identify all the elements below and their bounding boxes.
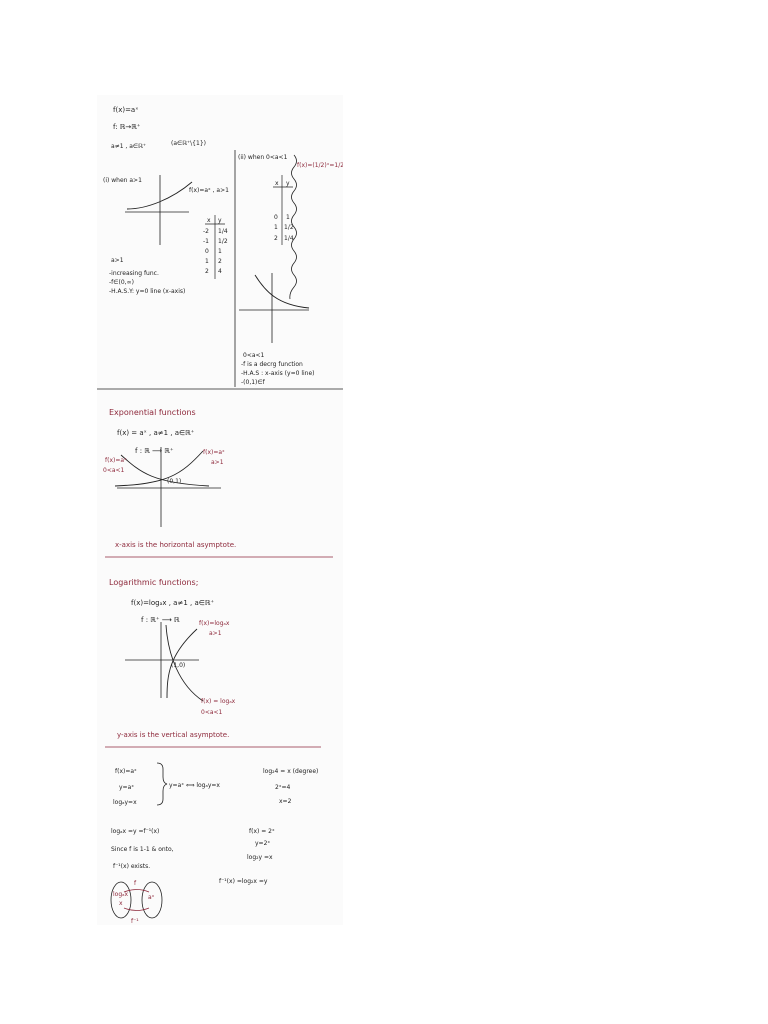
inverse-example2: y=2ˣ bbox=[255, 840, 271, 847]
case1-graph bbox=[125, 175, 192, 245]
case2-row-x: 0 bbox=[274, 214, 278, 221]
log-title: Logarithmic functions; bbox=[109, 578, 199, 587]
case2-note: 0<a<1 bbox=[243, 352, 265, 359]
log-point: (1,0) bbox=[171, 662, 186, 669]
case1-row-y: 4 bbox=[218, 268, 222, 275]
case2-graph bbox=[239, 273, 309, 343]
case1-row-x: -1 bbox=[203, 238, 209, 245]
case2-col-x: x bbox=[275, 180, 279, 187]
case1-note: -f∈(0,∞) bbox=[109, 279, 134, 286]
case2-heading: (ii) when 0<a<1 bbox=[238, 154, 288, 161]
inverse-explain: logₐx =y =f⁻¹(x) bbox=[111, 828, 160, 835]
map-left-label: logₐx bbox=[113, 891, 129, 898]
inverse-explain: Since f is 1-1 & onto, bbox=[111, 846, 174, 853]
inverse-explain: f⁻¹(x) exists. bbox=[113, 863, 151, 870]
case1-row-y: 2 bbox=[218, 258, 222, 265]
intro-line4: (a∈ℝ⁺\{1}) bbox=[171, 140, 206, 147]
exponential-note: x-axis is the horizontal asymptote. bbox=[115, 541, 237, 549]
case2-note: -H.A.S : x-axis (y=0 line) bbox=[241, 370, 315, 377]
exponential-graph bbox=[115, 447, 221, 527]
log-top-curve: f(x)=logₐx bbox=[199, 620, 230, 627]
inverse-left: logₐy=x bbox=[113, 799, 137, 806]
inverse-example2: f(x) = 2ˣ bbox=[249, 828, 275, 835]
log-def1: f(x)=logₐx , a≠1 , a∈ℝ⁺ bbox=[131, 599, 215, 607]
case2-note: -f is a decrg function bbox=[241, 361, 303, 368]
inverse-example2: f⁻¹(x) =log₂x =y bbox=[219, 878, 268, 885]
case1-note: a>1 bbox=[111, 257, 124, 264]
exponential-def1: f(x) = aˣ , a≠1 , a∈ℝ⁺ bbox=[117, 429, 195, 437]
log-bottom-cond: 0<a<1 bbox=[201, 709, 223, 716]
exp-left-curve: f(x)=aˣ bbox=[105, 457, 127, 464]
inverse-left: y=aˣ bbox=[119, 784, 134, 791]
log-def2: f : ℝ⁺ ⟶ ℝ bbox=[141, 616, 180, 624]
inverse-example: x=2 bbox=[279, 798, 292, 805]
case2-note: -(0,1)∈f bbox=[241, 379, 265, 386]
case1-row-x: 1 bbox=[205, 258, 209, 265]
case1-row-x: -2 bbox=[203, 228, 209, 235]
exp-left-cond: 0<a<1 bbox=[103, 467, 125, 474]
inverse-equiv: y=aˣ ⟺ logₐy=x bbox=[169, 782, 220, 789]
curly-brace bbox=[157, 763, 167, 805]
intro-line3: a≠1 , a∈ℝ⁺ bbox=[111, 143, 147, 150]
case1-note: -increasing func. bbox=[109, 270, 159, 277]
logarithmic-graph bbox=[125, 622, 203, 701]
case1-col-x: x bbox=[207, 217, 211, 224]
case1-row-y: 1 bbox=[218, 248, 222, 255]
inverse-example: 2ˣ=4 bbox=[275, 784, 291, 791]
exponential-title: Exponential functions bbox=[109, 408, 196, 417]
intro-line1: f(x)=aˣ bbox=[113, 106, 139, 114]
case1-table bbox=[203, 215, 228, 279]
case1-note: -H.A.S.Y: y=0 line (x-axis) bbox=[109, 288, 186, 295]
case2-row-x: 2 bbox=[274, 235, 278, 242]
map-top-label: f bbox=[134, 880, 137, 887]
case2-row-x: 1 bbox=[274, 224, 278, 231]
handwritten-notes bbox=[97, 95, 343, 925]
case1-row-y: 1/2 bbox=[218, 238, 228, 245]
case1-graph-label: f(x)=aˣ , a>1 bbox=[189, 187, 229, 194]
case1-row-x: 2 bbox=[205, 268, 209, 275]
case2-row-y: 1 bbox=[286, 214, 290, 221]
map-bottom-label: f⁻¹ bbox=[131, 918, 139, 925]
case2-row-y: 1/2 bbox=[284, 224, 294, 231]
map-left-x: x bbox=[119, 900, 123, 907]
case2-formula: f(x)=(1/2)ˣ=1/2ˣ bbox=[297, 162, 343, 169]
case2-table bbox=[273, 175, 294, 245]
inverse-left: f(x)=aˣ bbox=[115, 768, 137, 775]
case1-col-y: y bbox=[218, 217, 222, 224]
case2-row-y: 1/4 bbox=[284, 235, 294, 242]
case1-heading: (i) when a>1 bbox=[103, 177, 142, 184]
exp-right-curve: f(x)=aˣ bbox=[203, 449, 225, 456]
inverse-example: log₂4 = x (degree) bbox=[263, 768, 319, 775]
exp-right-cond: a>1 bbox=[211, 459, 224, 466]
exponential-def2: f : ℝ ⟶ ℝ⁺ bbox=[135, 447, 174, 455]
map-right-label: aˣ bbox=[148, 894, 155, 901]
exp-point: (0,1) bbox=[167, 478, 182, 485]
log-bottom-curve: f(x) = logₐx bbox=[201, 698, 236, 705]
log-top-cond: a>1 bbox=[209, 630, 222, 637]
intro-line2: f: ℝ→ℝ⁺ bbox=[113, 123, 141, 131]
case2-col-y: y bbox=[286, 180, 290, 187]
inverse-example2: log₂y =x bbox=[247, 854, 273, 861]
log-note: y-axis is the vertical asymptote. bbox=[117, 731, 230, 739]
case1-row-y: 1/4 bbox=[218, 228, 228, 235]
note-page bbox=[97, 95, 343, 925]
case1-row-x: 0 bbox=[205, 248, 209, 255]
